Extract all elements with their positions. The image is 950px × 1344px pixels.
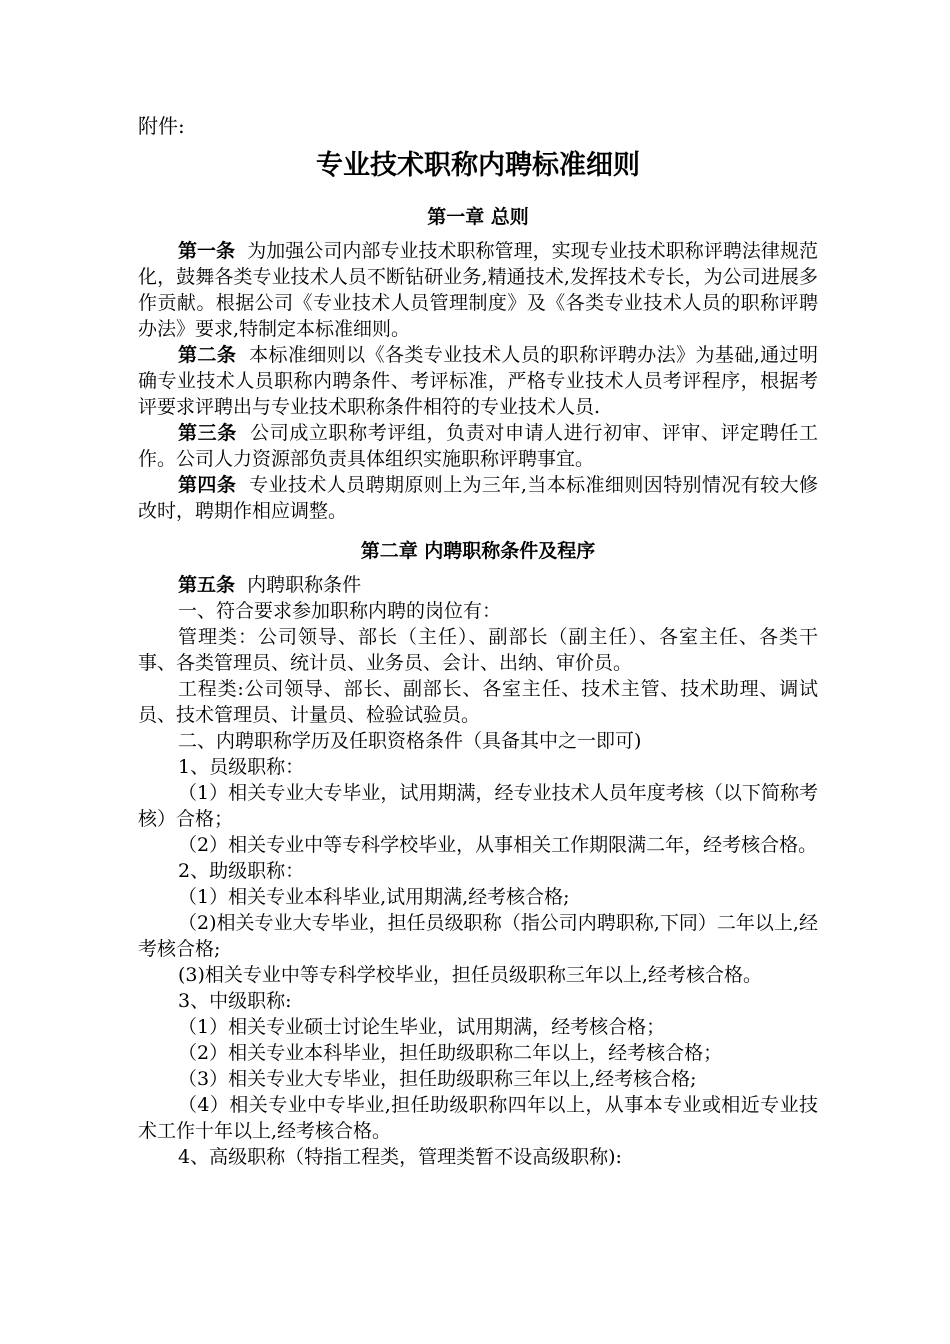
chapter-1-heading: 第一章 总则 (427, 206, 529, 228)
article-label: 第二条 (178, 344, 237, 366)
document-page (138, 112, 818, 1170)
article-label: 第一条 (178, 240, 236, 262)
clause-line: (3)相关专业中等专科学校毕业，担任员级职称三年以上,经考核合格。 (178, 964, 762, 986)
article-text: 为加强公司内部专业技术职称管理，实现专业技术职称评聘法律规范化，鼓舞各类专业技术人员不断钻研业务,精通技术,发挥技术专长，为公司进展多作贡献。根据公司《专业技术人员管理制度》及《各类专业技术人员的职称评聘办法》要求,特制定本标准细则。 (138, 240, 818, 340)
clause-line: （2）相关专业中等专科学校毕业，从事相关工作期限满二年，经考核合格。 (178, 834, 818, 856)
article-text: 本标准细则以《各类专业技术人员的职称评聘办法》为基础,通过明确专业技术人员职称内聘条件、考评标准，严格专业技术人员考评程序，根据考评要求评聘出与专业技术职称条件相符的专业技术人员. (138, 344, 818, 418)
clause-line: 工程类:公司领导、部长、副部长、各室主任、技术主管、技术助理、调试员、技术管理员、计量员、检验试验员。 (138, 678, 818, 726)
article-label: 第三条 (178, 422, 237, 444)
clause-line: 1、员级职称： (178, 756, 305, 778)
clause-line: （1）相关专业本科毕业,试用期满,经考核合格; (178, 886, 570, 908)
article-2 (138, 342, 818, 420)
chapter-2-heading: 第二章 内聘职称条件及程序 (360, 540, 596, 562)
clause-line: 2、助级职称： (178, 860, 305, 882)
clause-line: 4、高级职称（特指工程类，管理类暂不设高级职称): (178, 1146, 622, 1168)
clause-line: （3）相关专业大专毕业，担任助级职称三年以上,经考核合格; (178, 1068, 697, 1090)
clause-line: 一、符合要求参加职称内聘的岗位有： (178, 600, 502, 622)
clause-line: 3、中级职称: (178, 990, 292, 1012)
article-3 (138, 420, 818, 472)
clause-line: （1）相关专业硕士讨论生毕业，试用期满，经考核合格； (178, 1016, 666, 1038)
article-1 (138, 238, 818, 342)
article-text: 公司成立职称考评组，负责对申请人进行初审、评审、评定聘任工作。公司人力资源部负责具体组织实施职称评聘事宜。 (138, 422, 818, 470)
clause-line: （4）相关专业中专毕业,担任助级职称四年以上，从事本专业或相近专业技术工作十年以上,经考核合格。 (138, 1094, 818, 1142)
article-text: 专业技术人员聘期原则上为三年,当本标准细则因特别情况有较大修改时，聘期作相应调整。 (138, 474, 818, 522)
article-label: 第四条 (178, 474, 237, 496)
clause-line: 管理类：公司领导、部长（主任）、副部长（副主任）、各室主任、各类干事、各类管理员、统计员、业务员、会计、出纳、审价员。 (138, 626, 818, 674)
annex-label: 附件: (138, 114, 185, 138)
article-5 (138, 572, 818, 598)
article-text: 内聘职称条件 (247, 574, 362, 596)
article-label: 第五条 (178, 574, 236, 596)
clause-line: （2）相关专业本科毕业，担任助级职称二年以上，经考核合格； (178, 1042, 723, 1064)
clause-line: 二、内聘职称学历及任职资格条件（具备其中之一即可) (178, 730, 642, 752)
document-title: 专业技术职称内聘标准细则 (316, 150, 640, 181)
clause-line: （1）相关专业大专毕业，试用期满，经专业技术人员年度考核（以下简称考核）合格； (138, 782, 818, 830)
clause-line: （2)相关专业大专毕业，担任员级职称（指公司内聘职称,下同）二年以上,经考核合格; (138, 912, 818, 960)
article-4 (138, 472, 818, 524)
